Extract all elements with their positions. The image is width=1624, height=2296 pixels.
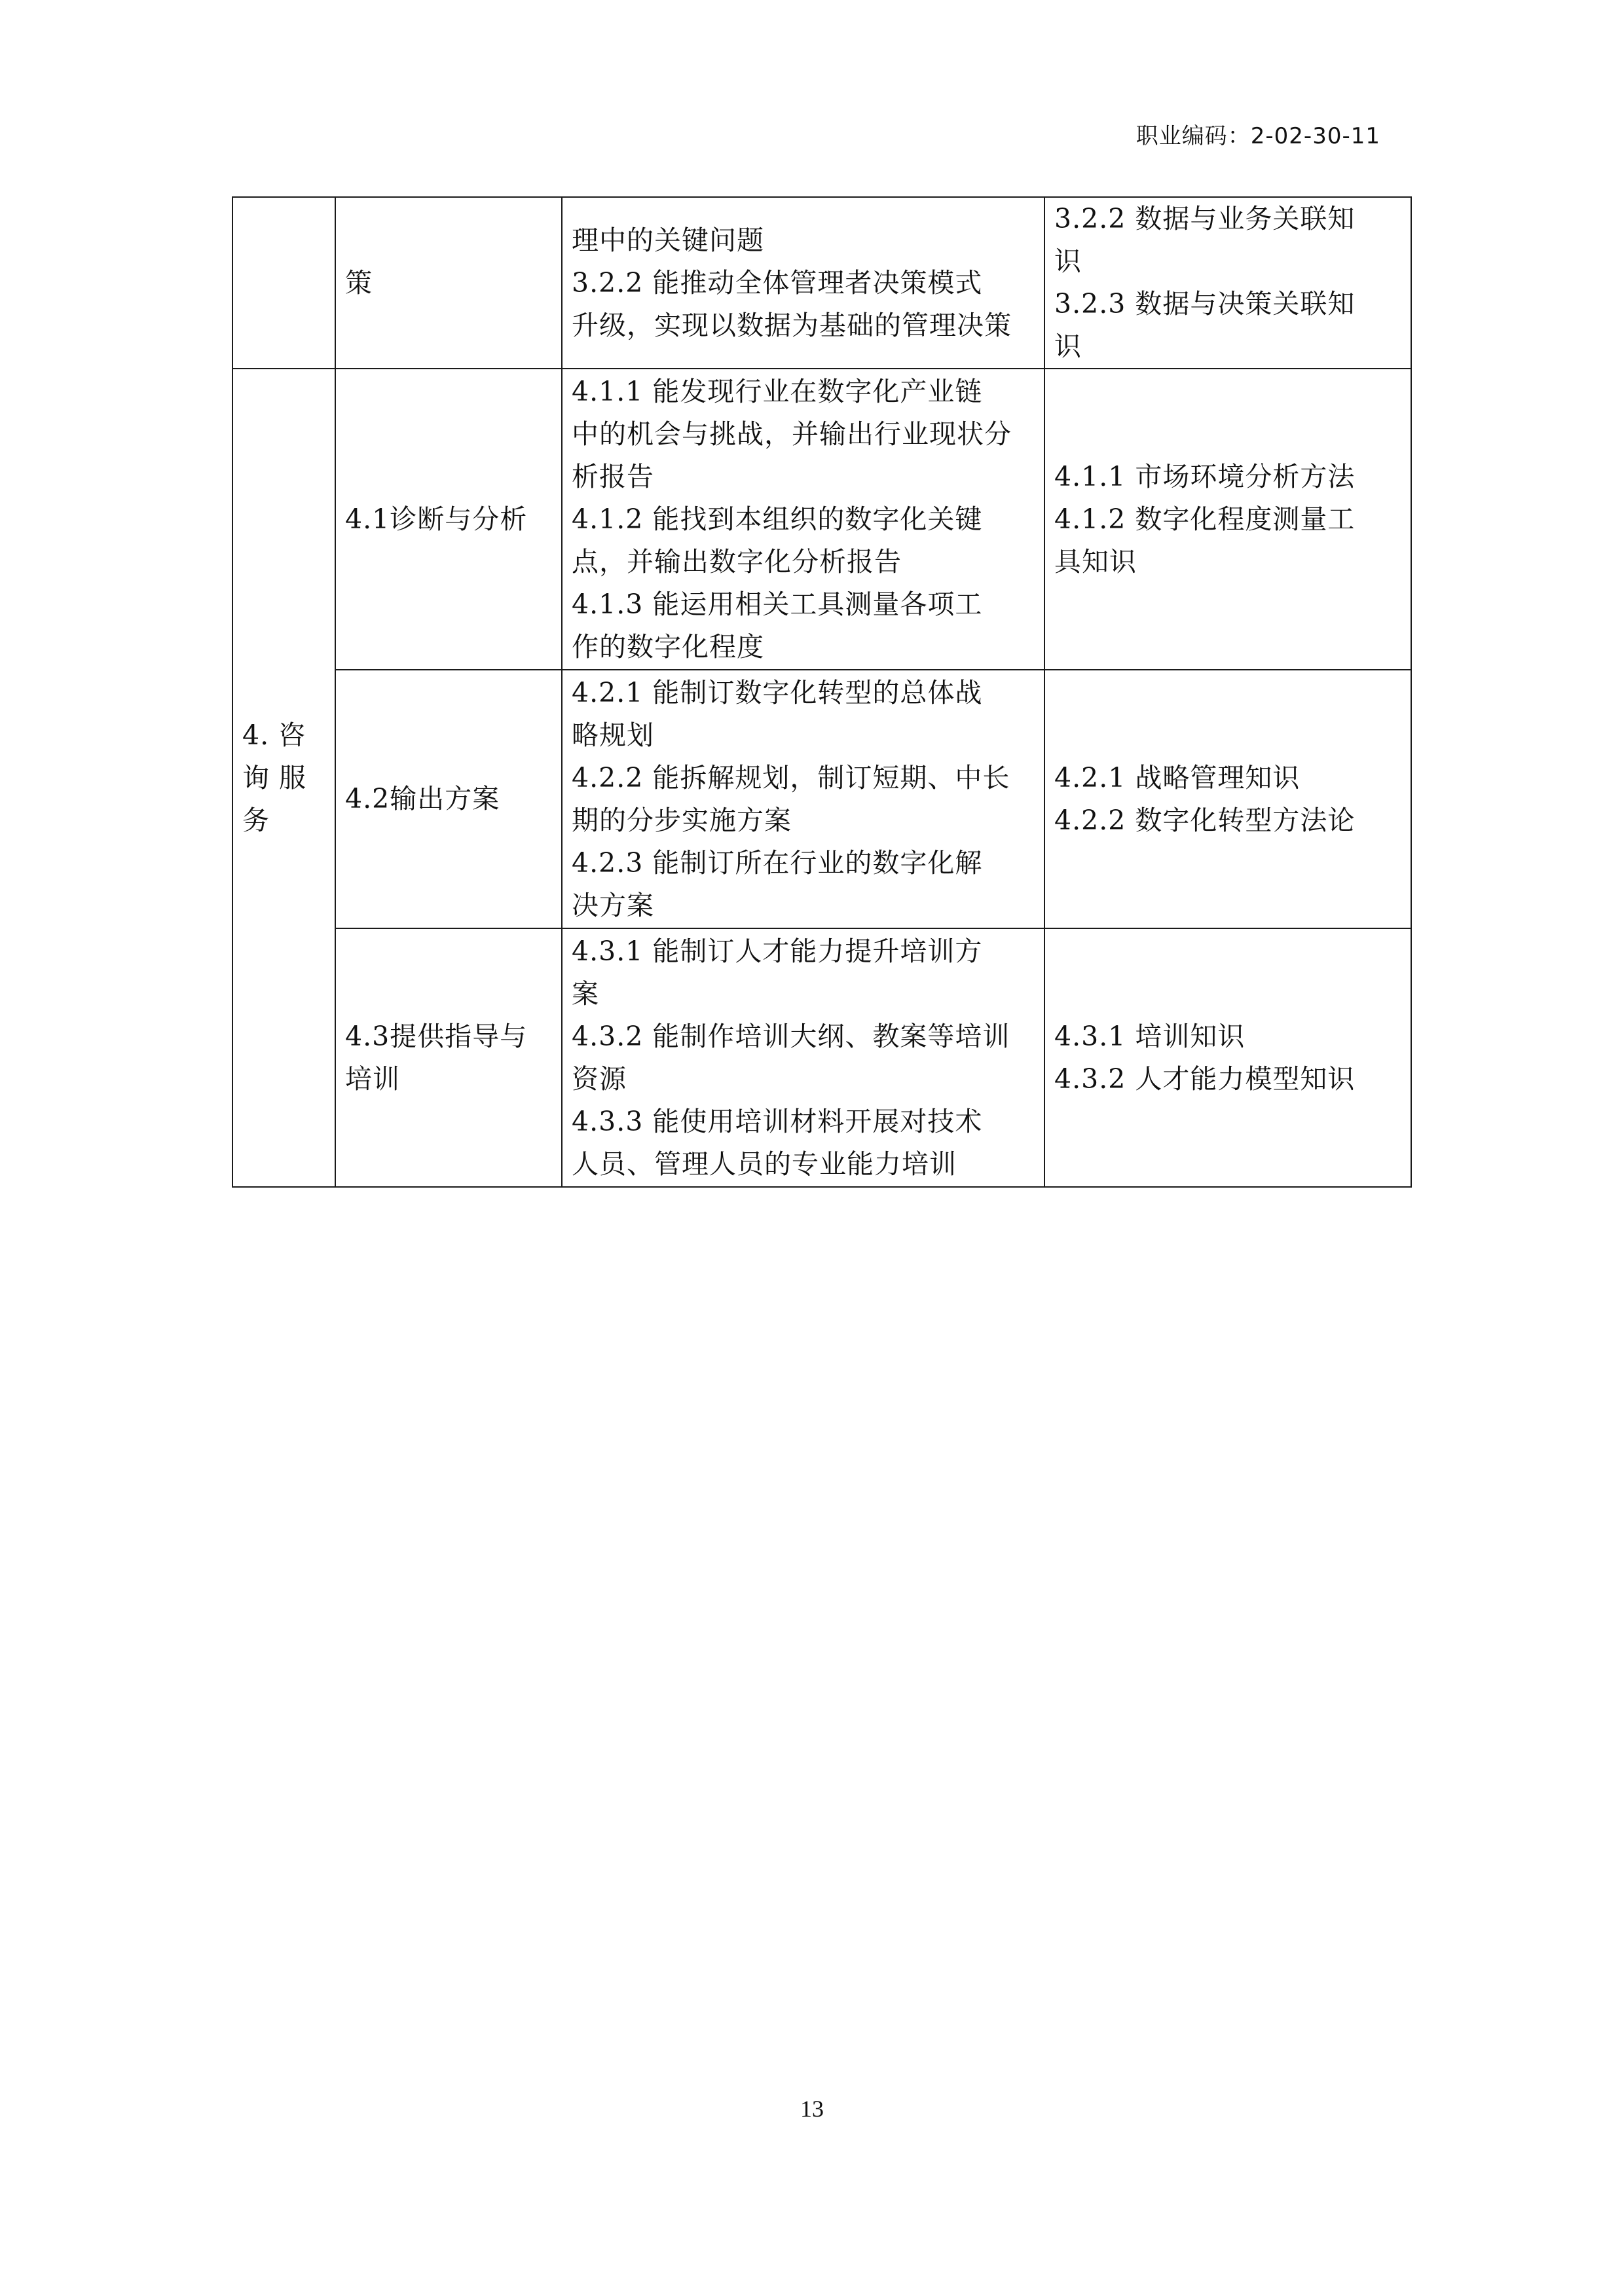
work-area-cell bbox=[232, 197, 335, 369]
knowledge-line: 识 bbox=[1054, 331, 1082, 362]
related-knowledge-cell bbox=[1044, 197, 1411, 369]
skill-line: 人员、管理人员的专业能力培训 bbox=[572, 1148, 957, 1180]
work-unit-cell bbox=[335, 670, 562, 928]
skill-requirements-cell bbox=[562, 369, 1044, 670]
knowledge-line: 4.1.1 市场环境分析方法 bbox=[1054, 460, 1356, 492]
related-knowledge-cell bbox=[1044, 369, 1411, 670]
skill-line: 4.2.3 能制订所在行业的数字化解 bbox=[572, 847, 983, 879]
skill-line: 理中的关键问题 bbox=[572, 224, 764, 256]
skill-line: 4.2.2 能拆解规划，制订短期、中长 bbox=[572, 761, 1010, 793]
knowledge-line: 4.2.2 数字化转型方法论 bbox=[1054, 804, 1356, 836]
skill-line: 决方案 bbox=[572, 889, 654, 921]
knowledge-line: 4.1.2 数字化程度测量工 bbox=[1054, 503, 1356, 535]
skill-line: 4.3.3 能使用培训材料开展对技术 bbox=[572, 1105, 983, 1137]
skill-line: 点，并输出数字化分析报告 bbox=[572, 545, 902, 577]
table-row bbox=[232, 369, 1411, 670]
skill-line: 4.1.3 能运用相关工具测量各项工 bbox=[572, 588, 983, 620]
work-area-line: 询 服 bbox=[242, 761, 307, 793]
table-row bbox=[232, 928, 1411, 1187]
related-knowledge-cell bbox=[1044, 670, 1411, 928]
skill-requirements-table bbox=[232, 196, 1412, 1188]
table-row bbox=[232, 197, 1411, 369]
skill-line: 作的数字化程度 bbox=[572, 630, 764, 663]
work-unit-text: 4.3提供指导与 bbox=[345, 1020, 528, 1052]
skill-line: 析报告 bbox=[572, 460, 654, 492]
work-unit-cell bbox=[335, 197, 562, 369]
skill-line: 略规划 bbox=[572, 719, 654, 751]
skill-line: 中的机会与挑战，并输出行业现状分 bbox=[572, 418, 1012, 450]
work-unit-text: 4.2输出方案 bbox=[345, 783, 500, 814]
occupation-code: 职业编码：2-02-30-11 bbox=[1135, 123, 1380, 149]
skill-line: 4.1.2 能找到本组织的数字化关键 bbox=[572, 503, 983, 535]
work-unit-text: 策 bbox=[345, 266, 373, 299]
skill-line: 4.1.1 能发现行业在数字化产业链 bbox=[572, 375, 983, 407]
knowledge-line: 4.3.2 人才能力模型知识 bbox=[1054, 1063, 1356, 1095]
knowledge-line: 识 bbox=[1054, 246, 1082, 277]
knowledge-line: 3.2.2 数据与业务关联知 bbox=[1054, 203, 1356, 234]
work-area-line: 务 bbox=[242, 804, 270, 836]
skill-line: 3.2.2 能推动全体管理者决策模式 bbox=[572, 266, 983, 299]
skill-line: 4.3.1 能制订人才能力提升培训方 bbox=[572, 935, 983, 967]
skill-line: 资源 bbox=[572, 1063, 627, 1095]
knowledge-line: 3.2.3 数据与决策关联知 bbox=[1054, 288, 1356, 319]
page-number: 13 bbox=[800, 2096, 824, 2122]
work-unit-text: 培训 bbox=[345, 1063, 400, 1095]
work-area-cell bbox=[232, 369, 335, 1187]
skill-requirements-cell bbox=[562, 670, 1044, 928]
skill-requirements-cell bbox=[562, 197, 1044, 369]
skill-requirements-cell bbox=[562, 928, 1044, 1187]
knowledge-line: 具知识 bbox=[1054, 545, 1137, 577]
knowledge-line: 4.2.1 战略管理知识 bbox=[1054, 761, 1301, 793]
work-unit-text: 4.1诊断与分析 bbox=[345, 503, 528, 535]
skill-line: 4.2.1 能制订数字化转型的总体战 bbox=[572, 676, 983, 708]
work-unit-cell bbox=[335, 369, 562, 670]
knowledge-line: 4.3.1 培训知识 bbox=[1054, 1020, 1246, 1052]
table-row bbox=[232, 670, 1411, 928]
skill-line: 升级，实现以数据为基础的管理决策 bbox=[572, 309, 1012, 341]
related-knowledge-cell bbox=[1044, 928, 1411, 1187]
work-unit-cell bbox=[335, 928, 562, 1187]
skill-line: 期的分步实施方案 bbox=[572, 804, 792, 836]
skill-line: 案 bbox=[572, 977, 599, 1010]
work-area-line: 4. 咨 bbox=[242, 719, 306, 751]
skill-line: 4.3.2 能制作培训大纲、教案等培训 bbox=[572, 1020, 1010, 1052]
